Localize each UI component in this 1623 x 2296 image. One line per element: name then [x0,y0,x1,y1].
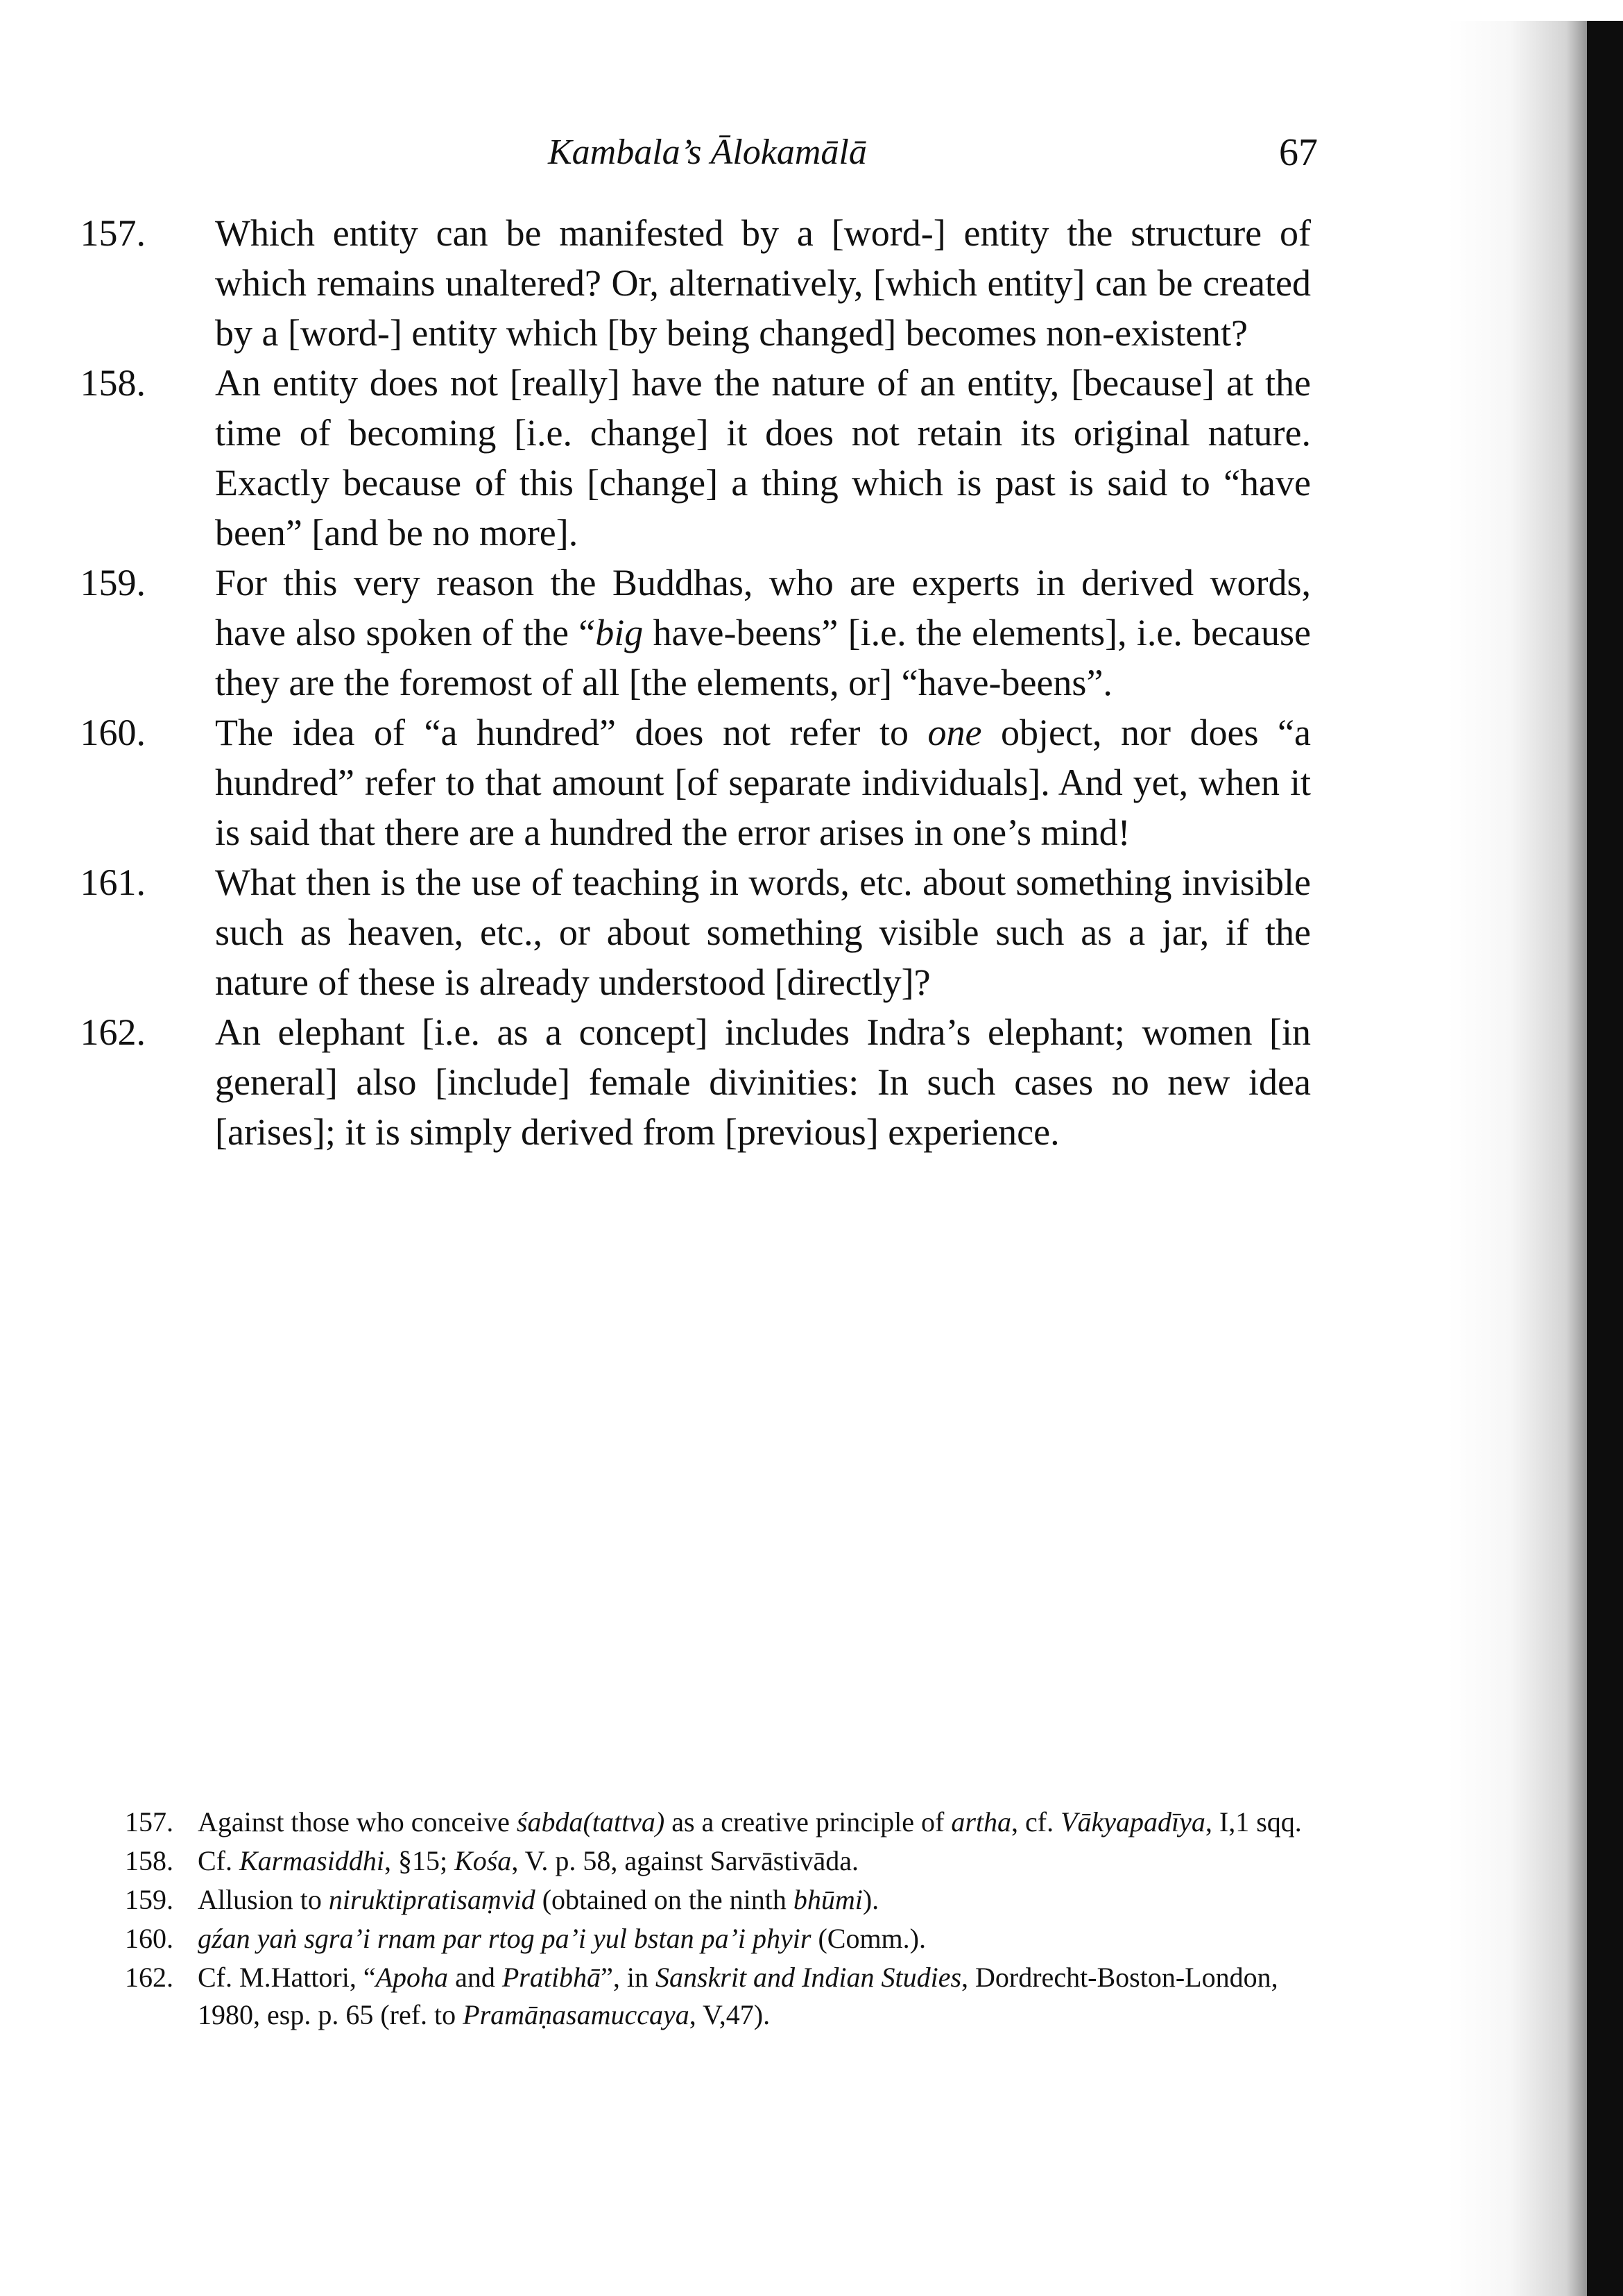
footnote-segment: (Comm.). [811,1923,926,1954]
footnote-segment: Against those who conceive [198,1806,517,1837]
verse-number: 158. [80,362,146,404]
footnote-term: niruktipratisaṃvid [328,1884,535,1915]
footnote-segment: , V,47). [689,1999,771,2030]
verse-number: 157. [80,212,146,254]
footnote-term: artha [951,1806,1012,1837]
running-head [208,125,1318,180]
footnote-number: 159. [125,1884,173,1915]
footnote-segment: , V. p. 58, against Sarvāstivāda. [511,1845,859,1876]
footnote-segment: and [448,1962,502,1993]
verse-158 [80,358,1311,558]
footnote-number: 158. [125,1845,173,1876]
verse-text: An entity does not [really] have the nature of an entity, [because] at the time of becoming [i.e. change] it does not retain its original nature. Exactly because of this [change] a thing which is past is said to “have been” [and be no more]. [215,362,1311,554]
footnote-term: Sanskrit and Indian Studies [655,1962,962,1993]
verse-number: 162. [80,1011,146,1053]
footnote-text [198,1806,1302,1837]
scan-binding-edge [1587,21,1623,2296]
verse-text-segment: have-beens” [i.e. the elements], i.e. because they are the foremost of all [the elements, or] “have-beens”. [215,612,1311,703]
footnote-159 [125,1881,1318,1919]
footnote-segment: Cf. M.Hattori, “ [198,1962,376,1993]
footnote-160 [125,1920,1318,1957]
verse-text-segment: object, nor does “a hundred” refer to that amount [of separate individuals]. And yet, when it is said that there are a hundred the error arises in one’s mind! [215,712,1311,853]
verse-list [80,208,1311,1157]
footnote-term: Kośa [454,1845,512,1876]
verse-number: 159. [80,562,146,603]
footnote-term: Karmasiddhi [239,1845,384,1876]
footnote-term: Pratibhā [501,1962,601,1993]
verse-162 [80,1007,1311,1157]
footnote-text [198,1884,879,1915]
scan-binding-shadow [1448,21,1587,2296]
verse-161 [80,857,1311,1007]
footnotes [125,1804,1318,2035]
page-number: 67 [1279,131,1318,174]
verse-text-segment: The idea of “a hundred” does not refer to [215,712,928,753]
footnote-segment: , §15; [384,1845,455,1876]
verse-text [215,708,1311,857]
verse-text [215,558,1311,708]
footnote-text [198,1962,1278,2030]
footnote-number: 162. [125,1962,173,1993]
footnote-term: śabda(tattva) [516,1806,665,1837]
footnote-segment: , cf. [1011,1806,1061,1837]
footnote-term: gźan yaṅ sgra’i rnam par rtog pa’i yul bstan pa’i phyir [198,1923,812,1954]
verse-text: What then is the use of teaching in words, etc. about something invisible such as heaven, etc., or about something visible such as a jar, if the nature of these is already understood [directly]? [215,862,1311,1003]
verse-emphasis: big [595,612,644,653]
footnote-segment: (obtained on the ninth [535,1884,793,1915]
verse-159 [80,558,1311,708]
footnote-text [198,1845,859,1876]
footnote-segment: , I,1 sqq. [1205,1806,1302,1837]
footnote-text [198,1923,926,1954]
footnote-segment: Cf. [198,1845,239,1876]
verse-emphasis: one [927,712,982,753]
footnote-segment: Allusion to [198,1884,329,1915]
footnote-term: Vākyapadīya [1060,1806,1205,1837]
footnote-number: 160. [125,1923,173,1954]
footnote-162 [125,1959,1318,2034]
footnote-segment: ”, in [601,1962,655,1993]
verse-number: 160. [80,712,146,753]
footnote-segment: ). [862,1884,879,1915]
verse-157 [80,208,1311,358]
footnote-term: Pramāṇasamuccaya [463,1999,689,2030]
footnote-term: Apoha [375,1962,449,1993]
verse-text: Which entity can be manifested by a [word-] entity the structure of which remains unaltered? Or, alternatively, [which entity] can be created by a [word-] entity which [by being changed] becomes non-existent? [215,212,1311,354]
footnote-number: 157. [125,1806,173,1837]
footnote-158 [125,1842,1318,1880]
footnote-segment: as a creative principle of [664,1806,952,1837]
running-title: Kambala’s Ālokamālā [548,132,867,172]
verse-text: An elephant [i.e. as a concept] includes Indra’s elephant; women [in general] also [include] female divinities: In such cases no new idea [arises]; it is simply derived from [previous] experience. [215,1011,1311,1153]
footnote-term: bhūmi [793,1884,863,1915]
footnote-segment: , Dordrecht-Boston-London, 1980, esp. p. 65 (ref. to [198,1962,1278,2030]
verse-160 [80,708,1311,857]
verse-text-segment: For this very reason the Buddhas, who are experts in derived words, have also spoken of the “ [215,562,1311,653]
verse-number: 161. [80,862,146,903]
footnote-157 [125,1804,1318,1841]
